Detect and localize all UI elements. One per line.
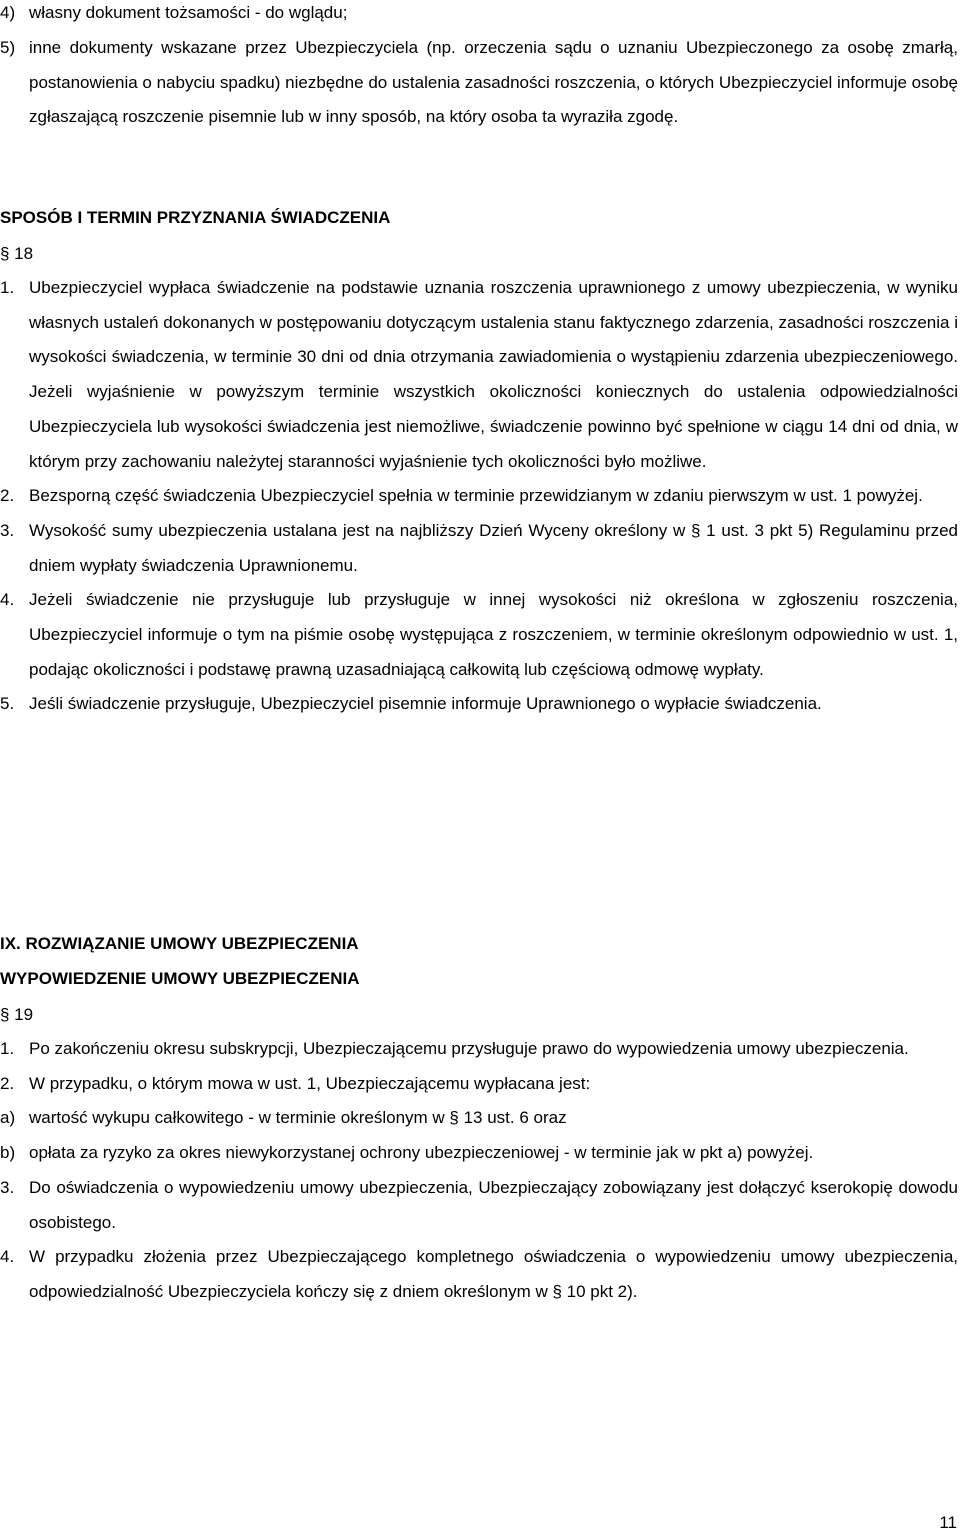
list-item bbox=[0, 479, 958, 514]
item-number: 3. bbox=[0, 520, 15, 540]
paragraph-number: § 19 bbox=[0, 1005, 34, 1024]
list-item bbox=[0, 1067, 958, 1102]
list-item bbox=[0, 687, 958, 722]
item-number: 2. bbox=[0, 1073, 15, 1093]
list-item bbox=[0, 514, 958, 583]
list-item bbox=[0, 1240, 958, 1309]
item-number: a) bbox=[0, 1108, 16, 1128]
item-text: Do oświadczenia o wypowiedzeniu umowy ubezpieczenia, Ubezpieczający zobowiązany jest dołączyć kserokopię dowodu osobistego. bbox=[29, 1177, 958, 1232]
item-text: W przypadku złożenia przez Ubezpieczającego kompletnego oświadczenia o wypowiedzeniu umowy ubezpieczenia, odpowiedzialność Ubezpieczyciela kończy się z dniem określonym w § 10 pkt 2). bbox=[29, 1247, 958, 1301]
list-item bbox=[0, 1032, 958, 1067]
paragraph-number: § 18 bbox=[0, 244, 34, 263]
section-2-list bbox=[0, 1032, 958, 1310]
item-number: 1. bbox=[0, 278, 15, 297]
item-number: 4. bbox=[0, 590, 15, 610]
item-text: inne dokumenty wskazane przez Ubezpieczyciela (np. orzeczenia sądu o uznaniu Ubezpieczonego za osobę zmarłą, postanowienia o nabyciu spadku) niezbędne do ustalenia zasadności roszczenia, o których Ubezpieczyciel informuje osobę zgłaszającą roszczenie pisemnie lub w inny sposób, na który osoba ta wyraziła zgodę. bbox=[29, 38, 958, 127]
item-text: opłata za ryzyko za okres niewykorzystanej ochrony ubezpieczeniowej - w terminie jak w pkt a) powyżej. bbox=[29, 1143, 814, 1163]
item-number: 4) bbox=[0, 3, 16, 22]
item-text: Wysokość sumy ubezpieczenia ustalana jest na najbliższy Dzień Wyceny określony w § 1 ust. 3 pkt 5) Regulaminu przed dniem wypłaty świadczenia Uprawnionemu. bbox=[29, 520, 958, 575]
item-text: wartość wykupu całkowitego - w terminie określonym w § 13 ust. 6 oraz bbox=[29, 1108, 567, 1128]
list-item bbox=[0, 271, 958, 479]
list-item bbox=[0, 0, 958, 31]
list-item bbox=[0, 1171, 958, 1240]
item-text: własny dokument tożsamości - do wglądu; bbox=[29, 3, 348, 22]
item-text: Jeżeli świadczenie nie przysługuje lub przysługuje w innej wysokości niż określona w zgłoszeniu roszczenia, Ubezpieczyciel informuje o tym na piśmie osobę występująca z roszczeniem, w terminie określonym odpowiednio w ust. 1, podając okoliczności i podstawę prawną uzasadniającą całkowitą lub częściową odmowę wypłaty. bbox=[29, 590, 958, 679]
section-heading: WYPOWIEDZENIE UMOWY UBEZPIECZENIA bbox=[0, 969, 360, 988]
list-item bbox=[0, 31, 958, 135]
item-number: 5. bbox=[0, 694, 15, 714]
item-number: 4. bbox=[0, 1247, 15, 1267]
item-number: 3. bbox=[0, 1177, 15, 1197]
item-text: Po zakończeniu okresu subskrypcji, Ubezpieczającemu przysługuje prawo do wypowiedzenia umowy ubezpieczenia. bbox=[29, 1039, 909, 1058]
list-item bbox=[0, 583, 958, 687]
section-1-list bbox=[0, 271, 958, 722]
item-number: 2. bbox=[0, 486, 15, 506]
item-number: 5) bbox=[0, 38, 16, 57]
list-item bbox=[0, 1101, 958, 1136]
item-text: Bezsporną część świadczenia Ubezpieczyciel spełnia w terminie przewidzianym w zdaniu pierwszym w ust. 1 powyżej. bbox=[29, 486, 923, 506]
item-text: Jeśli świadczenie przysługuje, Ubezpieczyciel pisemnie informuje Uprawnionego o wypłacie świadczenia. bbox=[29, 694, 822, 714]
item-text: Ubezpieczyciel wypłaca świadczenie na podstawie uznania roszczenia uprawnionego z umowy ubezpieczenia, w wyniku własnych ustaleń dokonanych w postępowaniu dotyczącym ustalenia stanu faktycznego zdarzenia, zasadności roszczenia i wysokości świadczenia, w terminie 30 dni od dnia otrzymania zawiadomienia o wystąpieniu zdarzenia ubezpieczeniowego. Jeżeli wyjaśnienie w powyższym terminie wszystkich okoliczności koniecznych do ustalenia odpowiedzialności Ubezpieczyciela lub wysokości świadczenia jest niemożliwe, świadczenie powinno być spełnione w ciągu 14 dni od dnia, w którym przy zachowaniu należytej staranności wyjaśnienie tych okoliczności było możliwe. bbox=[29, 278, 958, 471]
list-item bbox=[0, 1136, 958, 1171]
item-text: W przypadku, o którym mowa w ust. 1, Ubezpieczającemu wypłacana jest: bbox=[29, 1073, 591, 1093]
chapter-heading: IX. ROZWIĄZANIE UMOWY UBEZPIECZENIA bbox=[0, 934, 359, 953]
item-number: 1. bbox=[0, 1039, 15, 1058]
page-number: 11 bbox=[939, 1513, 957, 1532]
item-number: b) bbox=[0, 1143, 16, 1163]
section-heading: SPOSÓB I TERMIN PRZYZNANIA ŚWIADCZENIA bbox=[0, 208, 391, 227]
